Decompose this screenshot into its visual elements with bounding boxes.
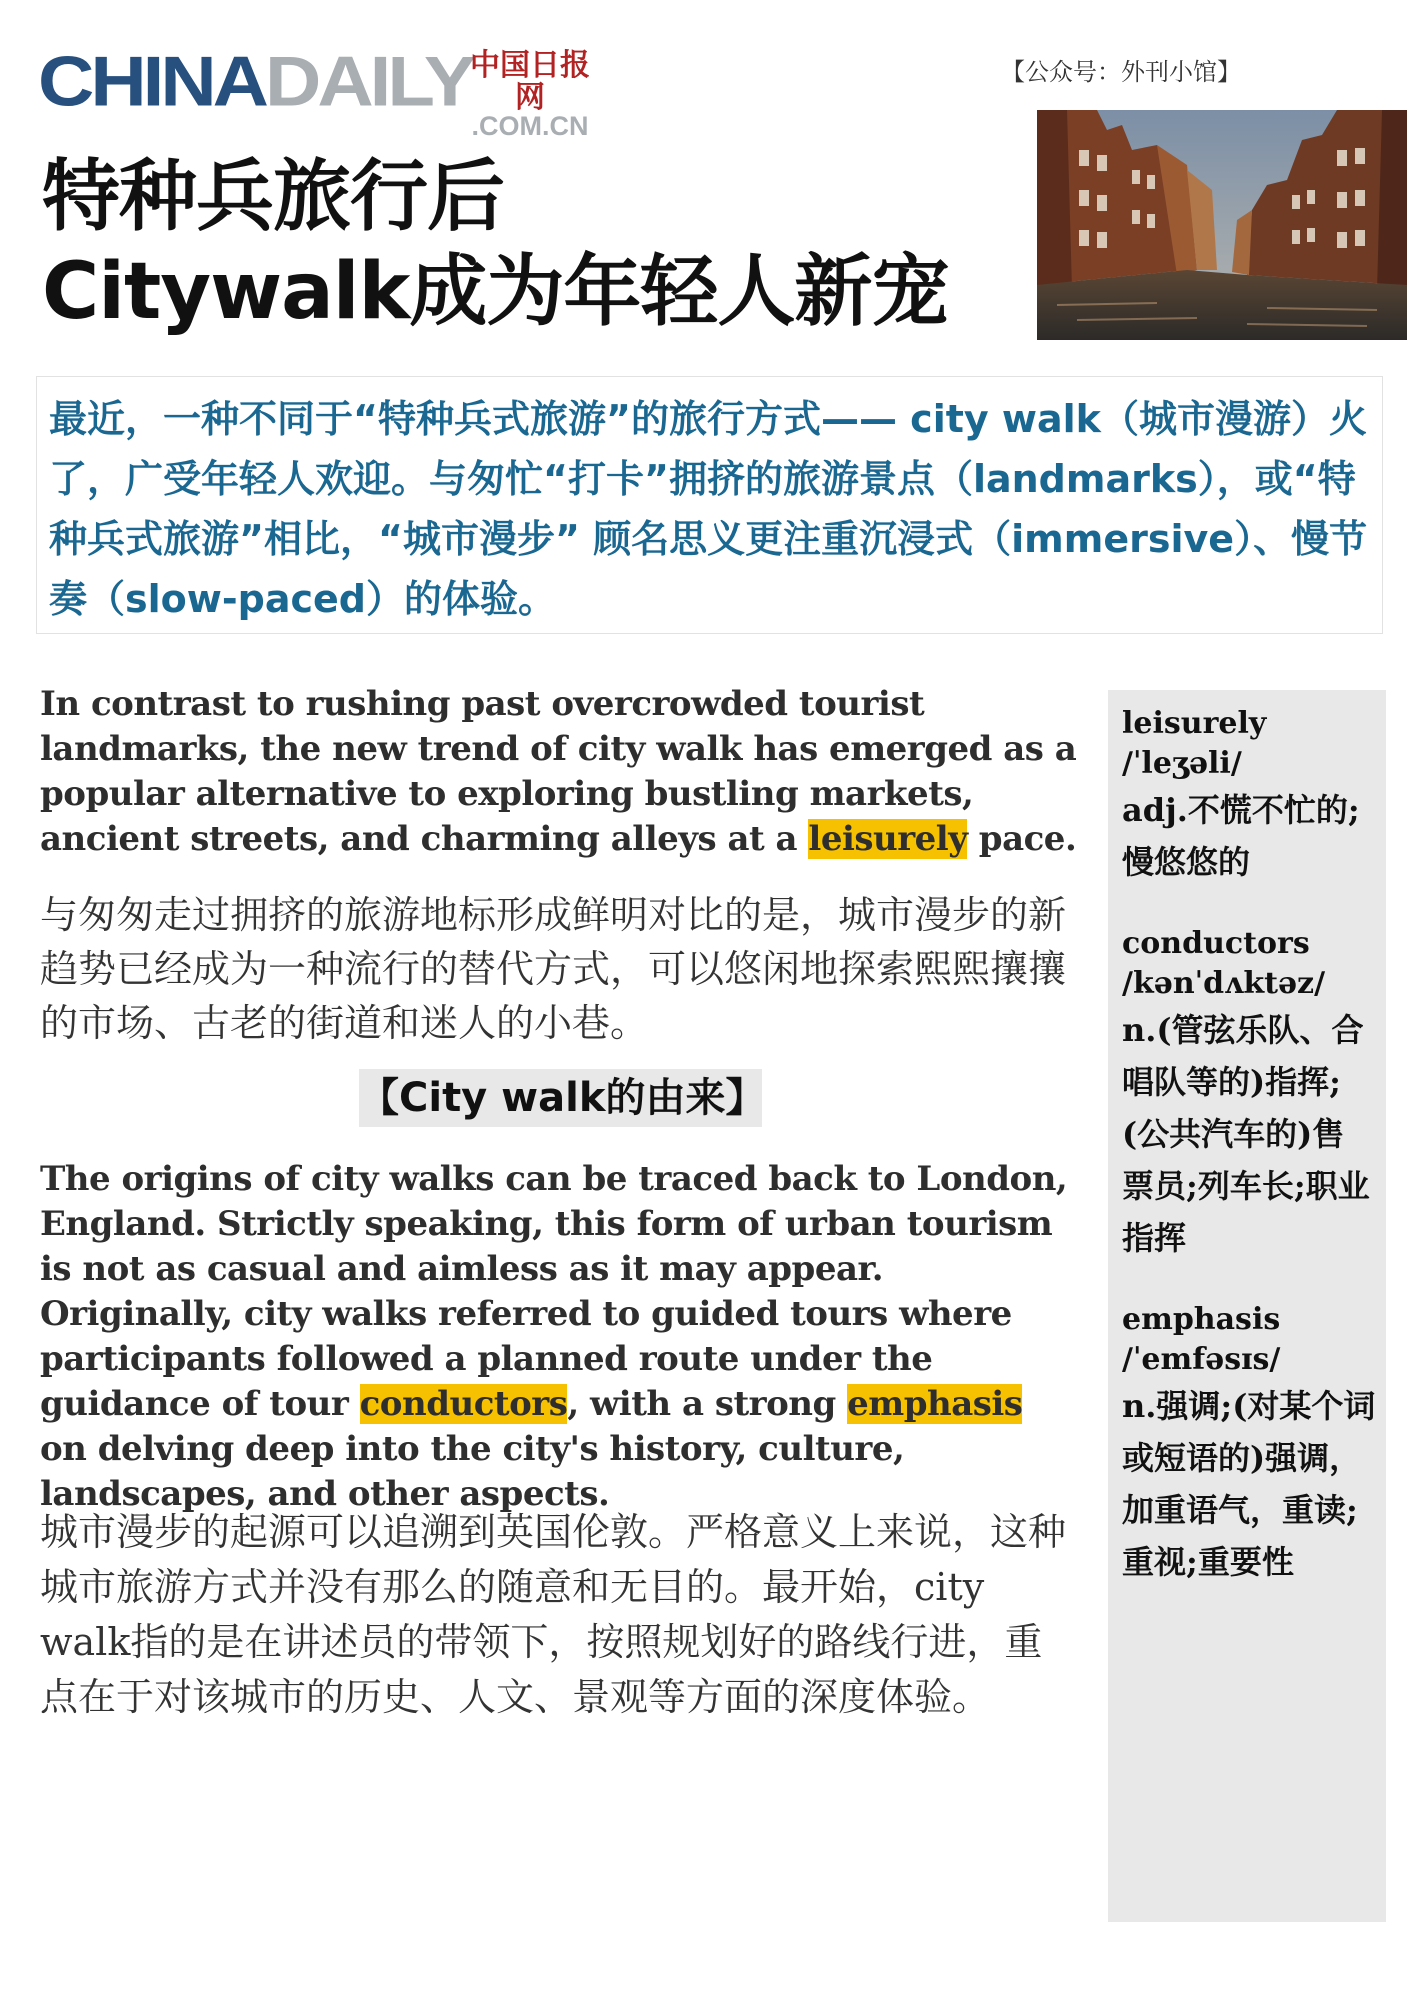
highlight-conductors: conductors bbox=[359, 1384, 568, 1424]
para2-text-3: on delving deep into the city's history, culture, landscapes, and other aspects. bbox=[40, 1429, 905, 1514]
canal-photo bbox=[1037, 110, 1407, 340]
glossary-entry bbox=[1122, 704, 1376, 888]
intro-text: 最近，一种不同于“特种兵式旅游”的旅行方式—— city walk（城市漫游）火了，广受年轻人欢迎。与匆忙“打卡”拥挤的旅游景点（landmarks），或“特种兵式旅游”相比，“城市漫步” 顾名思义更注重沉浸式（immersive）、慢节奏（slow-paced）的体验。 bbox=[49, 397, 1368, 621]
chinese-paragraph-1: 与匆匆走过拥挤的旅游地标形成鲜明对比的是，城市漫步的新趋势已经成为一种流行的替代方式，可以悠闲地探索熙熙攘攘的市场、古老的街道和迷人的小巷。 bbox=[40, 893, 1067, 1045]
para2-text-1: The origins of city walks can be traced back to London, England. Strictly speaking, this form of urban tourism is not as casual and aimless as it may appear. Originally, city walks referred to guided tours where participants followed a planned route under the guidance of tour bbox=[40, 1159, 1068, 1424]
glossary-word: emphasis bbox=[1122, 1302, 1281, 1337]
china-daily-logo bbox=[38, 41, 472, 121]
para2-text-2: , with a strong bbox=[567, 1384, 848, 1424]
para1-text-before: In contrast to rushing past overcrowded tourist landmarks, the new trend of city walk has emerged as a popular alternative to exploring bustling markets, ancient streets, and charming alleys at a bbox=[40, 684, 1077, 859]
english-paragraph-1 bbox=[40, 682, 1080, 862]
account-label: 【公众号：外刊小馆】 bbox=[1001, 58, 1241, 86]
glossary-word: leisurely bbox=[1122, 706, 1267, 741]
logo-domain bbox=[460, 50, 600, 140]
glossary-phonetic: /ˈemfəsɪs/ bbox=[1122, 1342, 1281, 1377]
logo-com-text: .COM.CN bbox=[471, 111, 589, 141]
english-paragraph-2 bbox=[40, 1157, 1080, 1517]
highlight-leisurely: leisurely bbox=[808, 819, 968, 859]
glossary-word: conductors bbox=[1122, 926, 1310, 961]
glossary-entry bbox=[1122, 924, 1376, 1264]
para1-text-after: pace. bbox=[967, 819, 1077, 859]
glossary-definition: n.(管弦乐队、合唱队等的)指挥;(公共汽车的)售票员;列车长;职业指挥 bbox=[1122, 1011, 1370, 1257]
glossary-definition: adj.不慌不忙的;慢悠悠的 bbox=[1122, 791, 1360, 881]
page-title bbox=[42, 150, 948, 340]
logo-cn-text: 中国日报网 bbox=[470, 49, 590, 114]
intro-box bbox=[36, 376, 1383, 634]
title-line-2: Citywalk成为年轻人新宠 bbox=[42, 247, 949, 337]
glossary-entry bbox=[1122, 1300, 1376, 1588]
logo-china-text: CHINA bbox=[38, 41, 265, 121]
logo-daily-text: DAILY bbox=[265, 41, 472, 121]
canal-illustration bbox=[1037, 110, 1407, 340]
section-heading: 【City walk的由来】 bbox=[359, 1069, 762, 1127]
glossary-phonetic: /ˈleʒəli/ bbox=[1122, 746, 1242, 781]
vocabulary-sidebar bbox=[1108, 690, 1386, 1922]
glossary-definition: n.强调;(对某个词或短语的)强调，加重语气，重读;重视;重要性 bbox=[1122, 1387, 1376, 1581]
chinese-paragraph-2: 城市漫步的起源可以追溯到英国伦敦。严格意义上来说，这种城市旅游方式并没有那么的随意和无目的。最开始，city walk指的是在讲述员的带领下，按照规划好的路线行进，重点在于对该城市的历史、人文、景观等方面的深度体验。 bbox=[40, 1510, 1067, 1719]
glossary-phonetic: /kənˈdʌktəz/ bbox=[1122, 966, 1326, 1001]
title-line-1: 特种兵旅行后 bbox=[42, 152, 505, 242]
highlight-emphasis: emphasis bbox=[847, 1384, 1023, 1424]
